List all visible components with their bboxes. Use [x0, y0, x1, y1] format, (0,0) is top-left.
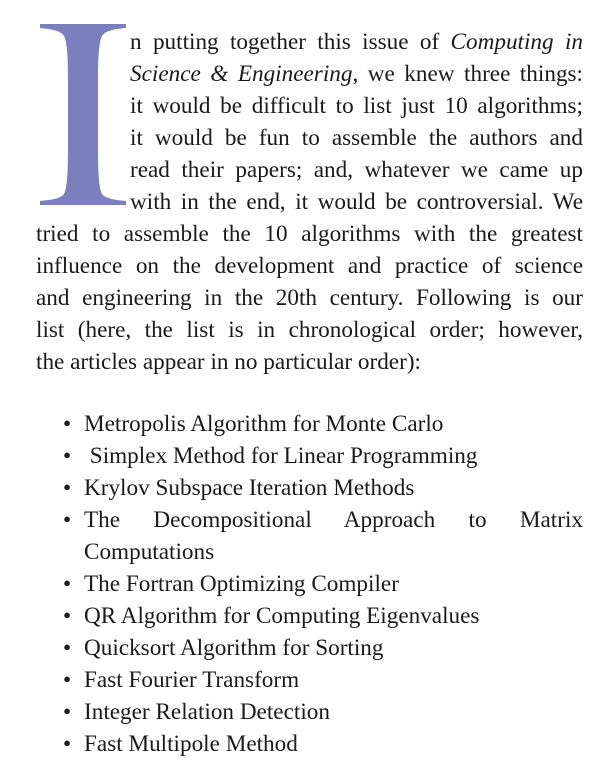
list-item	[36, 696, 583, 728]
list-item	[36, 632, 583, 664]
list-item-text: Quicksort Algorithm for Sorting	[84, 635, 384, 661]
journal-name-part-1: Computing in	[450, 29, 583, 55]
journal-name-part-2: Science & Engineering	[130, 61, 353, 87]
intro-line-3: it would be difficult to list just 10 algorithms;	[130, 93, 583, 119]
intro-line-2	[130, 58, 583, 90]
bullet-icon: •	[62, 571, 72, 597]
list-item	[36, 472, 583, 504]
bullet-icon: •	[62, 635, 72, 661]
list-item	[36, 600, 583, 632]
intro-line-4: it would be fun to assemble the authors and	[130, 125, 583, 151]
list-item-text: The Fortran Optimizing Compiler	[84, 571, 399, 597]
list-item	[36, 408, 583, 440]
drop-cap-glyph	[40, 24, 126, 205]
intro-line-7: tried to assemble the 10 algorithms with the greatest	[36, 221, 583, 247]
bullet-icon: •	[62, 443, 72, 469]
list-item-text: QR Algorithm for Computing Eigenvalues	[84, 603, 480, 629]
intro-line-5: read their papers; and, whatever we came up	[130, 157, 583, 183]
list-item	[36, 728, 583, 760]
list-item-text: Integer Relation Detection	[84, 699, 330, 725]
list-item-text: Krylov Subspace Iteration Methods	[84, 475, 415, 501]
list-item	[36, 440, 583, 472]
intro-line-8: influence on the development and practice of science	[36, 253, 583, 279]
list-item-text-line-1: The Decompositional Approach to Matrix	[84, 507, 583, 533]
bullet-icon: •	[62, 667, 72, 693]
intro-line-11: the articles appear in no particular order):	[36, 349, 421, 375]
list-item	[36, 664, 583, 696]
intro-line-2-text: , we knew three things:	[352, 61, 583, 87]
list-item-text: Simplex Method for Linear Programming	[84, 443, 478, 469]
intro-line-10: list (here, the list is in chronological order; however,	[36, 317, 583, 343]
bullet-icon: •	[62, 411, 72, 437]
bullet-icon: •	[62, 475, 72, 501]
intro-line-9: and engineering in the 20th century. Following is our	[36, 285, 583, 311]
intro-line-6: with in the end, it would be controversial. We	[130, 189, 583, 215]
list-item-text: Metropolis Algorithm for Monte Carlo	[84, 411, 444, 437]
list-item	[36, 568, 583, 600]
bullet-icon: •	[62, 731, 72, 757]
intro-line-1-text: n putting together this issue of	[130, 29, 451, 55]
bullet-icon: •	[62, 603, 72, 629]
drop-cap-letter	[36, 22, 130, 206]
bullet-icon: •	[62, 507, 72, 533]
algorithm-list	[36, 408, 583, 760]
list-item-text-line-2: Computations	[84, 539, 215, 565]
list-item-text: Fast Multipole Method	[84, 731, 298, 757]
list-item	[36, 504, 583, 568]
list-item-text: Fast Fourier Transform	[84, 667, 300, 693]
bullet-icon: •	[62, 699, 72, 725]
intro-line-1	[130, 26, 583, 58]
